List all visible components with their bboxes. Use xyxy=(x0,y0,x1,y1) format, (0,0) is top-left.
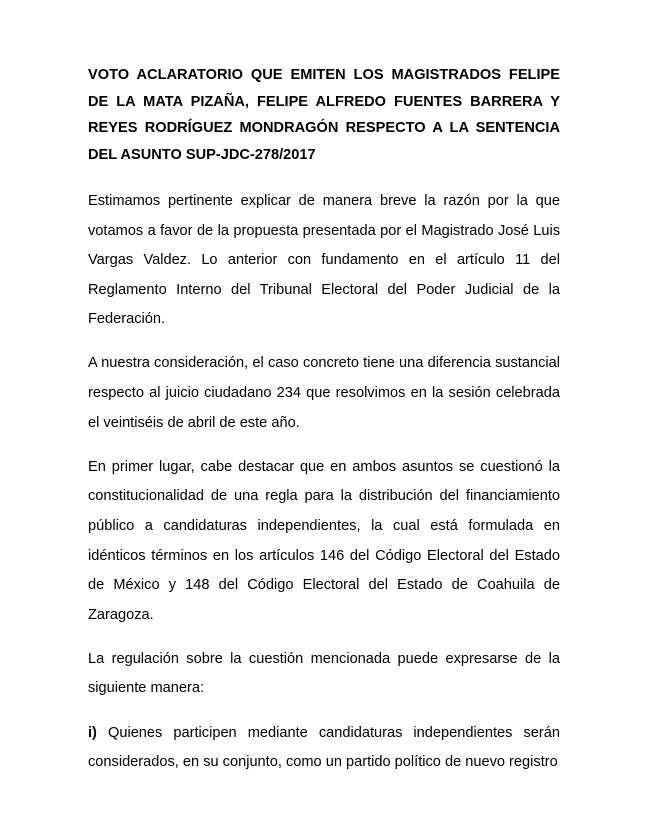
paragraph-3: En primer lugar, cabe destacar que en ambos asuntos se cuestionó la constitucionalidad de una regla para la distribución del financiamiento público a candidaturas independientes, la cual está formulada en idénticos términos en los artículos 146 del Código Electoral del Estado de México y 148 del Código Electoral del Estado de Coahuila de Zaragoza. xyxy=(88,458,560,623)
list-item-text: Quienes participen mediante candidaturas independientes serán considerados, en su conjunto, como un partido político de nuevo registro xyxy=(88,724,560,771)
list-item-i xyxy=(88,719,560,778)
list-item-marker: i) xyxy=(88,724,97,741)
paragraph-1: Estimamos pertinente explicar de manera breve la razón por la que votamos a favor de la propuesta presentada por el Magistrado José Luis Vargas Valdez. Lo anterior con fundamento en el artículo 11 del Reglamento Interno del Tribunal Electoral del Poder Judicial de la Federación. xyxy=(88,193,560,328)
paragraph-2: A nuestra consideración, el caso concreto tiene una diferencia sustancial respecto al juicio ciudadano 234 que resolvimos en la sesión celebrada el veintiséis de abril de este año. xyxy=(88,355,560,431)
document-page xyxy=(88,62,560,792)
document-heading: VOTO ACLARATORIO QUE EMITEN LOS MAGISTRADOS FELIPE DE LA MATA PIZAÑA, FELIPE ALFREDO FUENTES BARRERA Y REYES RODRÍGUEZ MONDRAGÓN RESPECTO A LA SENTENCIA DEL ASUNTO SUP-JDC-278/2017 xyxy=(88,67,560,163)
paragraph-4: La regulación sobre la cuestión mencionada puede expresarse de la siguiente manera: xyxy=(88,650,560,697)
